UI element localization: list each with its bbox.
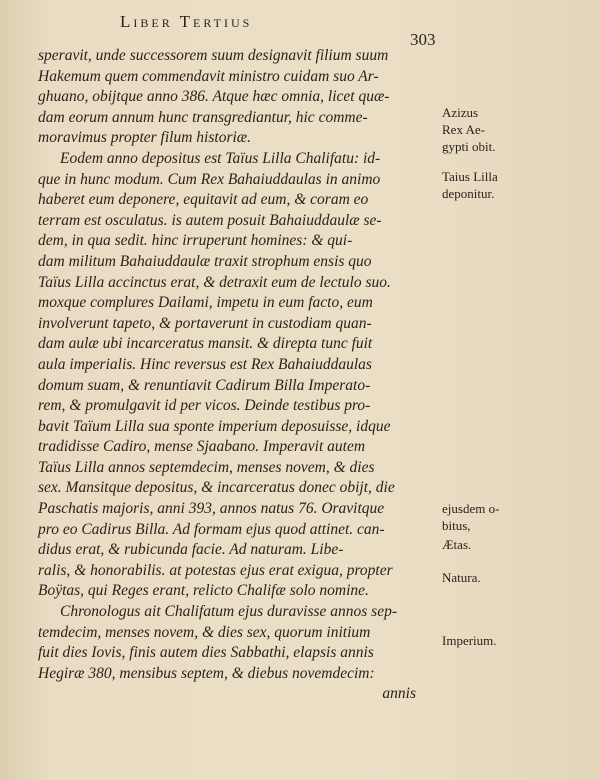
text-line: fuit dies Iovis, finis autem dies Sabbathi, elapsis annis	[38, 644, 374, 662]
text-line: Taïus Lilla annos septemdecim, menses novem, & dies	[38, 458, 375, 476]
text-line: terram est osculatus. is autem posuit Bahaiuddaulæ se-	[38, 211, 382, 229]
margin-note-line: Taius Lilla	[442, 169, 498, 184]
paragraph-start-line: Chronologus ait Chalifatum ejus duravisse annos sep-	[60, 603, 397, 621]
text-line: Hakemum quem commendavit ministro cuidam suo Ar-	[38, 67, 379, 85]
text-line: aula imperialis. Hinc reversus est Rex Bahaiuddaulas	[38, 355, 372, 373]
text-line: dem, in qua sedit. hinc irruperunt homines: & qui-	[38, 232, 353, 250]
margin-note-line: gypti obit.	[442, 139, 496, 154]
margin-note-line: Natura.	[442, 570, 481, 585]
text-line: Paschatis majoris, anni 393, annos natus 76. Oravitque	[38, 500, 385, 518]
margin-note-imperium	[442, 632, 592, 649]
text-line: moravimus propter filum historiæ.	[38, 129, 251, 147]
text-line: Hegiræ 380, mensibus septem, & diebus novemdecim:	[38, 664, 375, 682]
text-line: pro eo Cadirus Billa. Ad formam ejus quod attinet. can-	[38, 520, 385, 538]
text-line: dam militum Bahaiuddaulæ traxit strophum ensis quo	[38, 252, 372, 270]
margin-note-natura	[442, 569, 592, 586]
text-line: sex. Mansitque depositus, & incarceratus donec obijt, die	[38, 479, 395, 497]
text-line: dam aulæ ubi incarceratus mansit. & direpta tunc fuit	[38, 335, 373, 353]
text-line: temdecim, menses novem, & dies sex, quorum initium	[38, 623, 371, 641]
margin-note-line: Rex Ae-	[442, 122, 485, 137]
main-text-block	[38, 46, 438, 705]
margin-note-line: Imperium.	[442, 633, 497, 648]
running-title: Liber Tertius	[120, 12, 253, 31]
margin-note-line: Ætas.	[442, 537, 472, 552]
margin-note-obitus	[442, 500, 592, 534]
text-line: domum suam, & renuntiavit Cadirum Billa Imperato-	[38, 376, 371, 394]
text-line: bavit Taïum Lilla sua sponte imperium deposuisse, idque	[38, 417, 391, 435]
text-line: involverunt tapeto, & portaverunt in custodiam quan-	[38, 314, 372, 332]
margin-note-line: Azizus	[442, 105, 479, 120]
page-number: 303	[410, 30, 436, 49]
text-line: que in hunc modum. Cum Rex Bahaiuddaulas in animo	[38, 170, 381, 188]
text-line: rem, & promulgavit id per vicos. Deinde testibus pro-	[38, 397, 371, 415]
margin-note-line: deponitur.	[442, 186, 495, 201]
text-line: Boÿtas, qui Reges erant, relicto Chalifæ solo nomine.	[38, 582, 369, 600]
text-line: dam eorum annum hunc transgrediantur, hic comme-	[38, 108, 368, 126]
text-line: moxque complures Dailami, impetu in eum facto, eum	[38, 294, 373, 312]
text-line: ghuano, obijtque anno 386. Atque hæc omnia, licet quæ-	[38, 88, 390, 106]
text-line: haberet eum deponere, equitavit ad eum, & coram eo	[38, 191, 369, 209]
margin-note-azizus	[442, 104, 592, 155]
margin-note-line: bitus,	[442, 518, 471, 533]
text-line: tradidisse Cadiro, mense Sjaabano. Imperavit autem	[38, 438, 366, 456]
catchword: annis	[382, 685, 416, 703]
text-line: didus erat, & rubicunda facie. Ad naturam. Libe-	[38, 541, 344, 559]
margin-note-aetas	[442, 536, 592, 553]
text-line: speravit, unde successorem suum designavit filium suum	[38, 47, 389, 64]
paragraph-start-line: Eodem anno depositus est Taïus Lilla Chalifatu: id-	[60, 149, 381, 167]
margin-note-line: ejusdem o-	[442, 501, 500, 516]
margin-note-taius-lilla	[442, 168, 592, 202]
text-line: ralis, & honorabilis. at potestas ejus erat exigua, propter	[38, 561, 393, 579]
text-line: Taïus Lilla accinctus erat, & detraxit eum de lectulo suo.	[38, 273, 391, 291]
